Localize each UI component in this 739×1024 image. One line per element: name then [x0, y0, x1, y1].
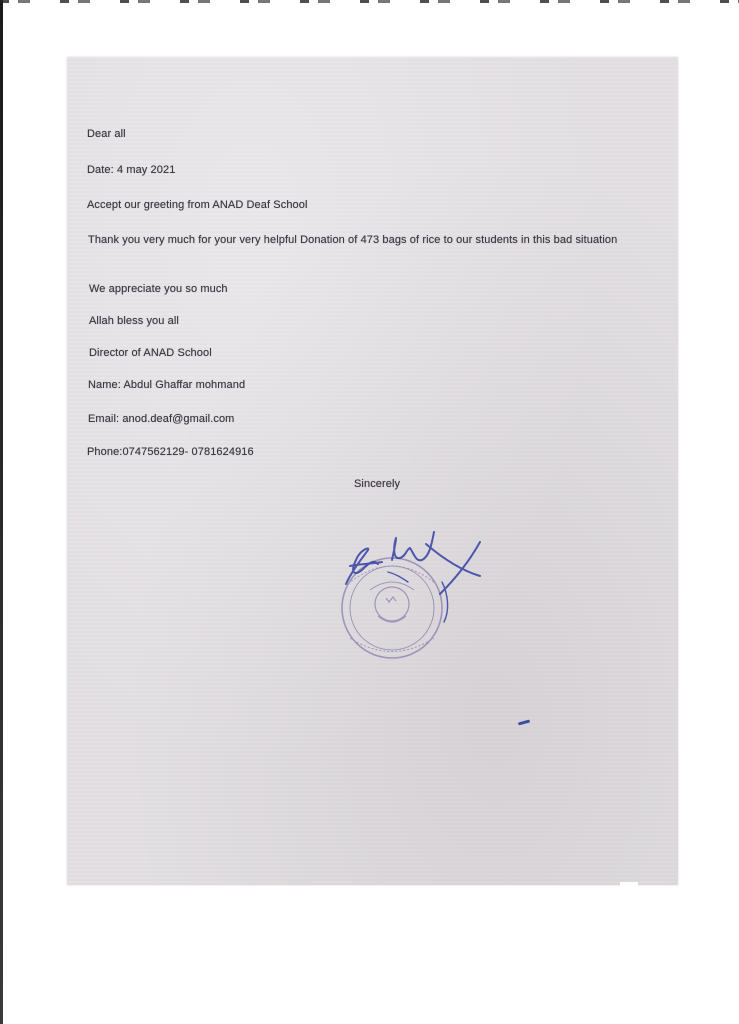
scan-top-border [0, 0, 739, 3]
letter-intro: Accept our greeting from ANAD Deaf School [87, 199, 308, 211]
letter-closing: Sincerely [354, 478, 401, 490]
school-seal-icon [330, 520, 500, 680]
letter-email: Email: anod.deaf@gmail.com [88, 413, 235, 425]
letter-thanks: Thank you very much for your very helpful Donation of 473 bags of rice to our students in this bad situation [88, 234, 618, 246]
signature-stamp-area [330, 520, 500, 680]
letter-appreciation: We appreciate you so much [89, 283, 228, 295]
letter-phone: Phone:0747562129- 0781624916 [87, 446, 254, 458]
letter-blessing: Allah bless you all [89, 315, 179, 327]
letter-date: Date: 4 may 2021 [87, 164, 176, 176]
letter-greeting: Dear all [87, 128, 126, 140]
signature-icon [346, 532, 480, 622]
paper-notch [620, 882, 638, 888]
letter-paper [67, 57, 678, 885]
scan-border [0, 0, 3, 1024]
letter-signatory-title: Director of ANAD School [89, 347, 212, 359]
letter-signatory-name: Name: Abdul Ghaffar mohmand [88, 379, 246, 391]
